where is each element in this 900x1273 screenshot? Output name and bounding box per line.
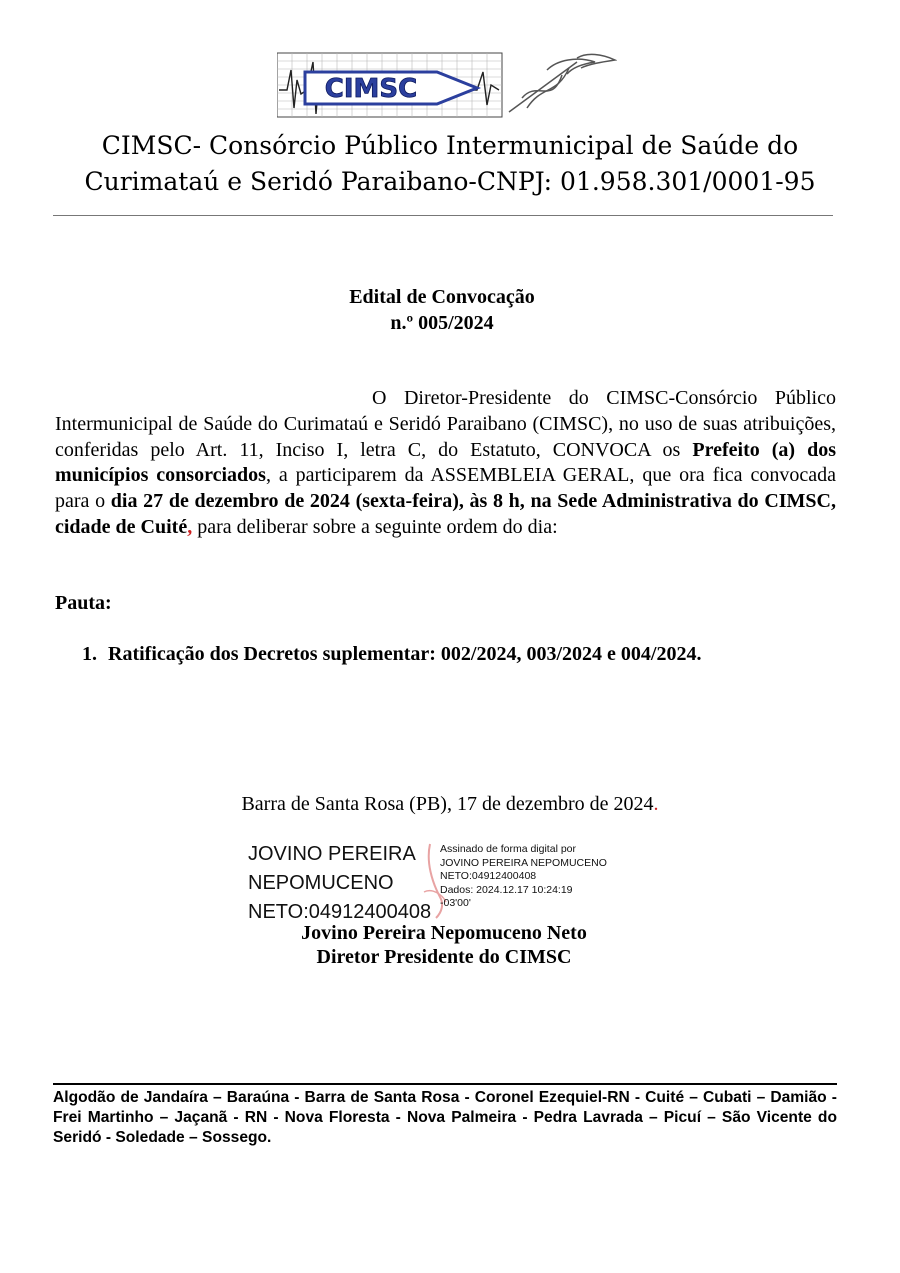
date-location-line [0,793,900,816]
convocation-paragraph [55,386,836,541]
organization-title-line1: CIMSC- Consórcio Público Intermunicipal de Saúde do [101,131,799,160]
paragraph-text-1: O Diretor-Presidente do CIMSC-Consórcio Público Intermunicipal de Saúde do Curimataú e Seridó Paraibano (CIMSC), no uso de suas atribuições, conferidas pelo Art. 11, Inciso I, letra C, do Estatuto, CONVOCA os [55,387,836,461]
logo-text: CIMSC [324,74,418,104]
logo-graphic [277,50,617,122]
organization-title-line2: Curimataú e Seridó Paraibano-CNPJ: 01.958.301/0001-95 [84,167,816,196]
date-red-period: . [653,793,659,815]
signature-detail-line4: Dados: 2024.12.17 10:24:19 [440,883,573,896]
header-divider [53,215,833,216]
signature-detail-line5: -03'00' [440,897,471,909]
signature-name-line3: NETO:04912400408 [248,901,432,923]
edital-title: Edital de Convocação [349,286,535,308]
agenda-list-item [82,641,836,668]
signature-detail-line3: NETO:04912400408 [440,870,537,882]
agenda-item-number: 1. [82,643,97,665]
paragraph-text-3: para deliberar sobre a seguinte ordem do dia: [192,515,558,538]
agenda-item-text: Ratificação dos Decretos suplementar: 002/2024, 003/2024 e 004/2024. [108,643,702,665]
paragraph-red-comma: , [187,515,193,538]
signature-detail-line2: JOVINO PEREIRA NEPOMUCENO [440,856,607,869]
signer-role: Diretor Presidente do CIMSC [316,946,572,968]
paragraph-bold-2: dia 27 de dezembro de 2024 (sexta-feira), às 8 h, na Sede Administrativa do CIMSC, cidade de Cuité [55,490,836,538]
footer-divider [53,1083,837,1085]
digital-signature-details [440,843,607,911]
signer-name: Jovino Pereira Nepomuceno Neto [301,922,587,944]
paragraph-bold-1: Prefeito (a) dos municípios consorciados [55,438,836,487]
signature-name-line1: JOVINO PEREIRA [248,843,416,865]
cimsc-logo [277,50,617,122]
signature-name-line2: NEPOMUCENO [248,872,394,894]
digital-signature-name [248,840,431,927]
organization-title [60,128,840,200]
paragraph-text-2: , a participarem da ASSEMBLEIA GERAL, que ora fica convocada para o [55,464,836,513]
caduceus-icon [509,54,615,112]
date-location-text: Barra de Santa Rosa (PB), 17 de dezembro de 2024 [241,793,654,815]
pauta-label: Pauta: [55,592,112,614]
edital-number: n.º 005/2024 [390,312,494,334]
signature-detail-line1: Assinado de forma digital por [440,843,576,855]
footer-municipalities: Algodão de Jandaíra – Baraúna - Barra de Santa Rosa - Coronel Ezequiel-RN - Cuité – Cubati – Damião - Frei Martinho – Jaçanã - RN - Nova Floresta - Nova Palmeira - Pedra Lavrada – Picuí – São Vicente do Seridó - Soledade – Sossego. [53,1089,837,1146]
